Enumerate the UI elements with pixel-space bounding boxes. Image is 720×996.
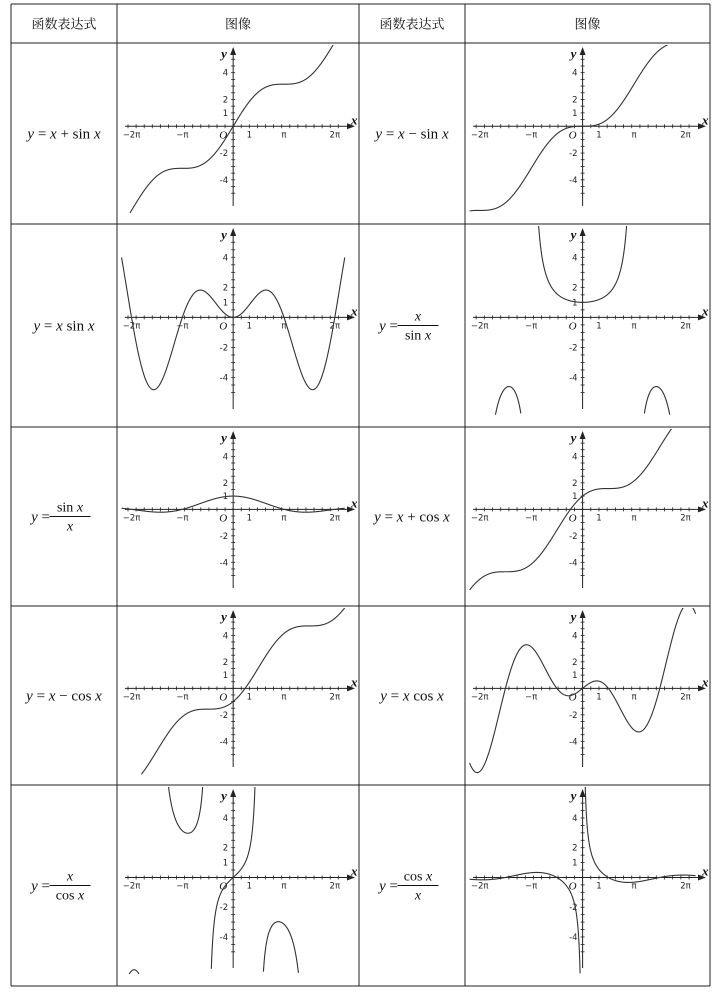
y-axis-arrow	[580, 431, 586, 439]
x-axis-name: x	[351, 863, 358, 879]
fraction-numerator: x	[414, 309, 422, 325]
y-axis-arrow	[230, 610, 236, 618]
y-tick-label: 2	[572, 95, 578, 106]
table-grid	[11, 4, 710, 986]
x-tick-label: −π	[525, 881, 538, 892]
x-tick-label: 1	[246, 321, 253, 332]
x-tick-label: 1	[246, 513, 253, 524]
y-tick-label: 2	[222, 95, 229, 106]
x-tick-label: π	[631, 881, 637, 892]
x-tick-label: 1	[246, 881, 253, 892]
y-axis-arrow	[580, 47, 586, 55]
formula	[29, 501, 90, 535]
x-tick-label: −π	[525, 513, 538, 524]
header-expression: 函数表达式	[31, 17, 97, 33]
origin-label: O	[219, 129, 228, 142]
y-axis-name: y	[221, 46, 227, 61]
y-axis-name: y	[570, 46, 577, 61]
origin-label: O	[568, 129, 577, 142]
fraction-numerator: x	[66, 869, 74, 885]
fraction-denominator: sin x	[404, 328, 432, 344]
formula-text: y = x + sin x	[27, 126, 101, 143]
formula-text: y = x cos x	[380, 688, 444, 705]
x-tick-label: 1	[596, 881, 602, 892]
header-expression: 函数表达式	[379, 17, 445, 33]
y-tick-label: 1	[222, 298, 229, 309]
y-tick-label: -2	[569, 149, 578, 160]
y-tick-label: 4	[222, 631, 229, 642]
x-tick-label: −2π	[122, 881, 141, 892]
origin-label: O	[568, 880, 577, 893]
y-tick-label: 1	[572, 671, 578, 682]
fraction-numerator: sin x	[56, 500, 84, 516]
x-axis-name: x	[702, 674, 709, 690]
y-axis-name: y	[570, 609, 577, 624]
origin-label: O	[568, 512, 577, 525]
y-tick-label: 2	[222, 283, 229, 294]
y-tick-label: 2	[222, 657, 229, 668]
x-tick-label: 1	[246, 130, 253, 141]
x-tick-label: 2π	[680, 513, 691, 524]
y-tick-label: -4	[569, 558, 578, 569]
y-tick-label: -2	[569, 531, 578, 542]
y-tick-label: 2	[222, 478, 229, 489]
x-tick-label: π	[631, 130, 637, 141]
x-tick-label: 1	[596, 513, 602, 524]
y-axis-name: y	[221, 788, 227, 803]
formula	[372, 510, 450, 526]
y-axis-name: y	[221, 227, 227, 242]
formula-prefix: y =	[379, 878, 398, 895]
formula-prefix: y =	[31, 878, 50, 895]
y-tick-label: 1	[572, 108, 578, 119]
x-tick-label: π	[631, 321, 637, 332]
formula	[377, 870, 438, 904]
y-tick-label: 1	[572, 298, 578, 309]
x-tick-label: 2π	[680, 130, 691, 141]
formula-prefix: y =	[379, 318, 398, 335]
x-tick-label: π	[281, 321, 287, 332]
plot-10	[470, 782, 709, 974]
fraction-denominator: x	[414, 888, 422, 904]
y-tick-label: -2	[569, 343, 578, 354]
header-graph: 图像	[574, 17, 601, 33]
y-tick-label: 2	[222, 843, 229, 854]
x-axis-name: x	[702, 303, 709, 319]
y-tick-label: 1	[572, 858, 578, 869]
x-tick-label: −π	[176, 692, 189, 703]
y-tick-label: 2	[572, 843, 578, 854]
x-tick-label: −2π	[470, 321, 489, 332]
y-tick-label: -4	[569, 373, 578, 384]
y-tick-label: 4	[572, 68, 578, 79]
y-tick-label: -2	[569, 903, 578, 914]
x-tick-label: −2π	[470, 692, 489, 703]
plot-7	[123, 608, 358, 775]
x-tick-label: −π	[176, 513, 189, 524]
x-tick-label: 2π	[329, 513, 341, 524]
x-tick-label: 2π	[680, 881, 691, 892]
y-tick-label: -4	[569, 737, 578, 748]
x-tick-label: 2π	[329, 881, 341, 892]
x-tick-label: −π	[176, 881, 189, 892]
y-tick-label: -2	[219, 343, 229, 354]
x-tick-label: −2π	[470, 130, 489, 141]
y-tick-label: -4	[219, 558, 229, 569]
y-axis-arrow	[230, 47, 236, 55]
x-tick-label: π	[281, 130, 287, 141]
y-tick-label: 2	[572, 283, 578, 294]
plot-1	[123, 40, 358, 213]
x-tick-label: −2π	[122, 321, 141, 332]
x-tick-label: 2π	[680, 692, 691, 703]
formula-text: y = x − cos x	[26, 688, 102, 705]
origin-label: O	[568, 320, 577, 333]
header-graph: 图像	[224, 17, 252, 33]
origin-label: O	[219, 691, 228, 704]
x-axis-name: x	[702, 112, 709, 128]
formula	[378, 689, 444, 705]
x-tick-label: 2π	[329, 692, 341, 703]
x-tick-label: −π	[525, 692, 538, 703]
y-tick-label: 1	[572, 492, 578, 503]
y-tick-label: -2	[569, 710, 578, 721]
plot-5	[122, 430, 358, 588]
x-axis-name: x	[351, 303, 358, 319]
y-tick-label: -4	[219, 175, 229, 186]
formula-text: y = x + cos x	[374, 509, 450, 526]
y-tick-label: -4	[219, 737, 229, 748]
plot-8	[470, 604, 709, 773]
x-tick-label: π	[281, 881, 287, 892]
y-tick-label: 4	[222, 68, 229, 79]
y-tick-label: -2	[219, 531, 229, 542]
formula-text: y = x sin x	[33, 318, 95, 335]
y-axis-arrow	[580, 610, 586, 618]
x-axis-name: x	[351, 674, 358, 690]
y-axis-arrow	[580, 789, 586, 797]
x-tick-label: π	[631, 692, 637, 703]
x-tick-label: −2π	[470, 881, 489, 892]
y-tick-label: 4	[572, 813, 578, 824]
fraction-denominator: cos x	[55, 888, 85, 904]
y-axis-name: y	[570, 227, 577, 242]
x-axis-name: x	[702, 495, 709, 511]
x-tick-label: −2π	[122, 513, 141, 524]
y-tick-label: 2	[572, 478, 578, 489]
y-axis-arrow	[580, 228, 586, 236]
y-axis-name: y	[570, 788, 577, 803]
formula-prefix: y =	[31, 509, 50, 526]
y-tick-label: 2	[572, 657, 578, 668]
y-tick-label: 4	[572, 253, 578, 264]
y-axis-arrow	[230, 789, 236, 797]
y-axis-name: y	[570, 430, 577, 445]
y-axis-name: y	[221, 430, 227, 445]
formula	[377, 310, 438, 344]
plot-9	[123, 781, 358, 974]
y-tick-label: 4	[572, 631, 578, 642]
y-tick-label: -2	[219, 710, 229, 721]
x-tick-label: π	[281, 692, 287, 703]
formula	[29, 870, 90, 904]
x-tick-label: 2π	[329, 130, 341, 141]
x-axis-name: x	[351, 112, 358, 128]
function-curve	[141, 608, 344, 775]
x-tick-label: −2π	[122, 130, 141, 141]
origin-label: O	[219, 320, 228, 333]
y-axis-arrow	[230, 431, 236, 439]
formula	[373, 127, 449, 143]
y-tick-label: 4	[222, 253, 229, 264]
y-tick-label: 4	[222, 813, 229, 824]
y-axis-name: y	[221, 609, 227, 624]
formula-text: y = x − sin x	[375, 126, 449, 143]
x-tick-label: 1	[596, 321, 602, 332]
plot-2	[470, 42, 709, 211]
y-tick-label: -4	[569, 932, 578, 943]
x-tick-label: −π	[176, 321, 189, 332]
formula	[32, 319, 95, 335]
x-tick-label: 1	[596, 130, 602, 141]
y-tick-label: -2	[219, 149, 229, 160]
formula	[25, 127, 101, 143]
y-tick-label: -2	[219, 903, 229, 914]
formula	[24, 689, 102, 705]
y-tick-label: -4	[569, 175, 578, 186]
x-tick-label: −2π	[470, 513, 489, 524]
y-axis-arrow	[230, 228, 236, 236]
plot-6	[470, 423, 709, 590]
y-tick-label: 1	[222, 671, 229, 682]
y-tick-label: 1	[222, 858, 229, 869]
fraction-numerator: cos x	[403, 869, 433, 885]
x-tick-label: 1	[596, 692, 602, 703]
x-axis-name: x	[351, 495, 358, 511]
x-tick-label: −π	[525, 321, 538, 332]
origin-label: O	[568, 691, 577, 704]
x-tick-label: −π	[525, 130, 538, 141]
x-tick-label: 2π	[329, 321, 341, 332]
y-tick-label: -4	[219, 932, 229, 943]
y-tick-label: 4	[572, 452, 578, 463]
y-tick-label: 1	[222, 492, 229, 503]
x-tick-label: 2π	[680, 321, 691, 332]
x-tick-label: 1	[246, 692, 253, 703]
x-tick-label: π	[631, 513, 637, 524]
y-tick-label: 1	[222, 108, 229, 119]
x-tick-label: −2π	[122, 692, 141, 703]
origin-label: O	[219, 880, 228, 893]
y-tick-label: 4	[222, 452, 229, 463]
x-axis-name: x	[702, 863, 709, 879]
x-tick-label: π	[281, 513, 287, 524]
y-tick-label: -4	[219, 373, 229, 384]
fraction-denominator: x	[66, 519, 74, 535]
origin-label: O	[219, 512, 228, 525]
x-tick-label: −π	[176, 130, 189, 141]
plot-4	[471, 223, 709, 415]
plot-3	[122, 227, 358, 409]
